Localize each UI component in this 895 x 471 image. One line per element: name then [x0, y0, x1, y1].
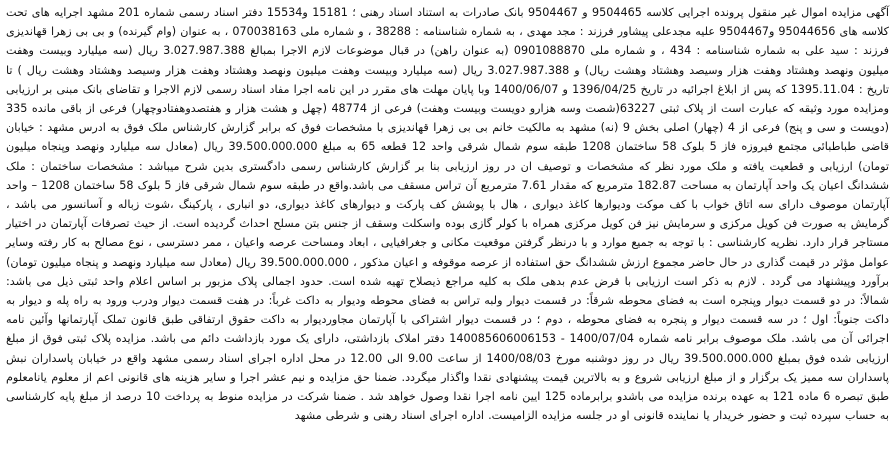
notice-body-text: آگهی مزایده اموال غیر منقول پرونده اجرایی کلاسه 9504465 و 9504467 بانک صادرات به استناد اسناد رهنی ؛ 15181 و15534 دفتر اسناد رسمی شماره 201 مشهد اجرایه های تحت کلاسه های 95044656 و9504467 علیه مجدعلی پیشاور فرزند : مجد مهدی ، به شماره شناسنامه : 38288 ، و شماره ملی 070038163 ، به عنوان (وام گیرنده) و بی بی زهرا قهاندیزی فرزند : سید علی به شماره شناسنامه : 434 ، و شماره ملی 0901088870 (به عنوان راهن) در قبال موضوعات لازم الاجرا بمبالغ 3.027.987.388 ریال (سه میلیارد وبیست وهفت میلیون ونهصد وهشتاد وهفت هزار وسیصد وهشتاد وهشت ریال) و 3.027.987.388 ریال (سه میلیارد وبیست وهفت میلیون ونهصد وهشتاد وهفت هزار وسیصد وهشتاد وهشت ریال ) تا تاریخ : 1395.11.04 که پس از ابلاغ اجرائیه در تاریخ 1396/04/25 و 1400/06/07 وبا پایان مهلت های مقرر در این نامه اجرا مفاد اسناد رسمی لازم الاجرا و تقاضای بانک مبنی بر ارزیابی ومزایده مورد وثیقه که عبارت است از پلاک ثبتی 63227(شصت وسه هزارو دویست وبیست وهفت) فرعی از 48774 (چهل و هشت هزار و هفتصدوهفتادوچهار) فرعی از باقی مانده 335 (دویست و سی و پنج) فرعی از 4 (چهار) اصلی بخش 9 (نه) مشهد به مالکیت خانم بی بی زهرا قهاندیزی با مشخصات فوق که برابر گزارش کارشناس ملک فوق به ادرس مشهد : خیابان قاضی طباطبائی مجتمع فیروزه فاز 5 بلوک 58 ساختمان 1208 طبقه سوم شمال شرقی واحد 12 قطعه 65 به مبلغ 39.500.000.000 ریال (معادل سه میلیارد ونهصد وپنجاه میلیون تومان) ارزیابی و قطعیت یافته و ملک مورد نظر که مشخصات و توصیف ان در روز ارزیابی بنا بر گزارش کارشناس رسمی دادگستری بدین شرح میباشد : مشخصات ساختمان : ملک ششدانگ اعیان یک واحد آپارتمان به مساحت 182.87 مترمربع که مقدار 7.61 مترمربع آن تراس مسقف می باشد.واقع در طبقه سوم شمال شرقی فاز 5 بلوک 58 ساختمان 1208 – واحد آپارتمان موصوف دارای سه اتاق خواب با کف موکت ودیوارها کاغذ دیواری ، هال با پوشش کف پارکت و دیوارهای کاغذ دیواری، دو انباری ، پارکینگ ،شوت زباله و آسانسور می باشد ، گرمایش به صورت فن کویل مرکزی و سرمایش نیز فن کویل مرکزی همراه با کولر گازی بوده واسکلت وسقف از جنس بتن مسلح احداث گردیده است. از حیث تصرفات آپارتمان در اختیار مستاجر قرار دارد. نظریه کارشناسی : با توجه به جمیع موارد و با درنظر گرفتن موقعیت مکانی و جغرافیایی ، ابعاد ومساحت عرصه واعیان ، ممر دسترسی ، نوع مصالح به کار رفته وسایر عوامل مؤثر در قیمت گذاری در حال حاضر مجموع ارزش ششدانگ حق استفاده از عرصه موقوفه و اعیان مذکور ، 39.500.000.000 ریال (معادل سه میلیارد ونهصد و پنجاه میلیون تومان) برآورد وپیشنهاد می گردد . لازم به ذکر است ارزیابی با فرض عدم بدهی ملک به کلیه مراجع ذیصلاح تهیه شده است. حدود اجمالی پلاک مزبور بر اساس اعلام واحد ثبتی ذیل می باشد: شمالاً: در دو قسمت دیوار وپنجره است به فضای محوطه شرقاً: در قسمت دیوار ولبه تراس به فضای محوطه ودیوار به داکت غرباً: در هفت قسمت دیوار ودرب ورود به راه پله و دیوار به داکت جنوباً: اول ؛ در سه قسمت دیوار و پنجره به فضای محوطه ، دوم ؛ در قسمت دیوار اشتراکی با آپارتمان مجاوردیوار به داکت حقوق ارتفاقی طبق قانون تملک آپارتمانها وآئین نامه اجرائی آن می باشد. ملک موصوف برابر نامه شماره 1400/07/04 - 140085606006153 دفتر املاک بازداشتی، دارای یک مورد بازداشت دائم می باشد. مزایده پلاک ثبتی فوق از مبلغ ارزیابی شده فوق بمبلغ 39.500.000.000 ریال در روز دوشنبه مورخ 1400/08/03 از ساعت 9.00 الی 12.00 در محل اداره اجرای اسناد رسمی مشهد واقع در خیابان پاسداران نبش پاسداران سه ممیز یک برگزار و از مبلغ ارزیابی شروع و به بالاترین قیمت پیشنهادی نقدا واگذار میگردد. ضمنا حق مزایده و نیم عشر اجرا و سایر هزینه های قانونی اعم از معلوم یانامعلوم طبق تبصره 6 ماده 121 به عهده برنده مزایده می باشدو برابرماده 125 ایین نامه اجرا نقدا وصول خواهد شد . ضمنا شرکت در مزایده منوط به پرداخت 10 درصد از مبلغ پایه کارشناسی به حساب سپرده ثبت و حضور خریدار یا نماینده قانونی او در جلسه مزایده الزامیست. اداره اجرای اسناد رهنی و شرطی مشهد: [6, 6, 890, 423]
